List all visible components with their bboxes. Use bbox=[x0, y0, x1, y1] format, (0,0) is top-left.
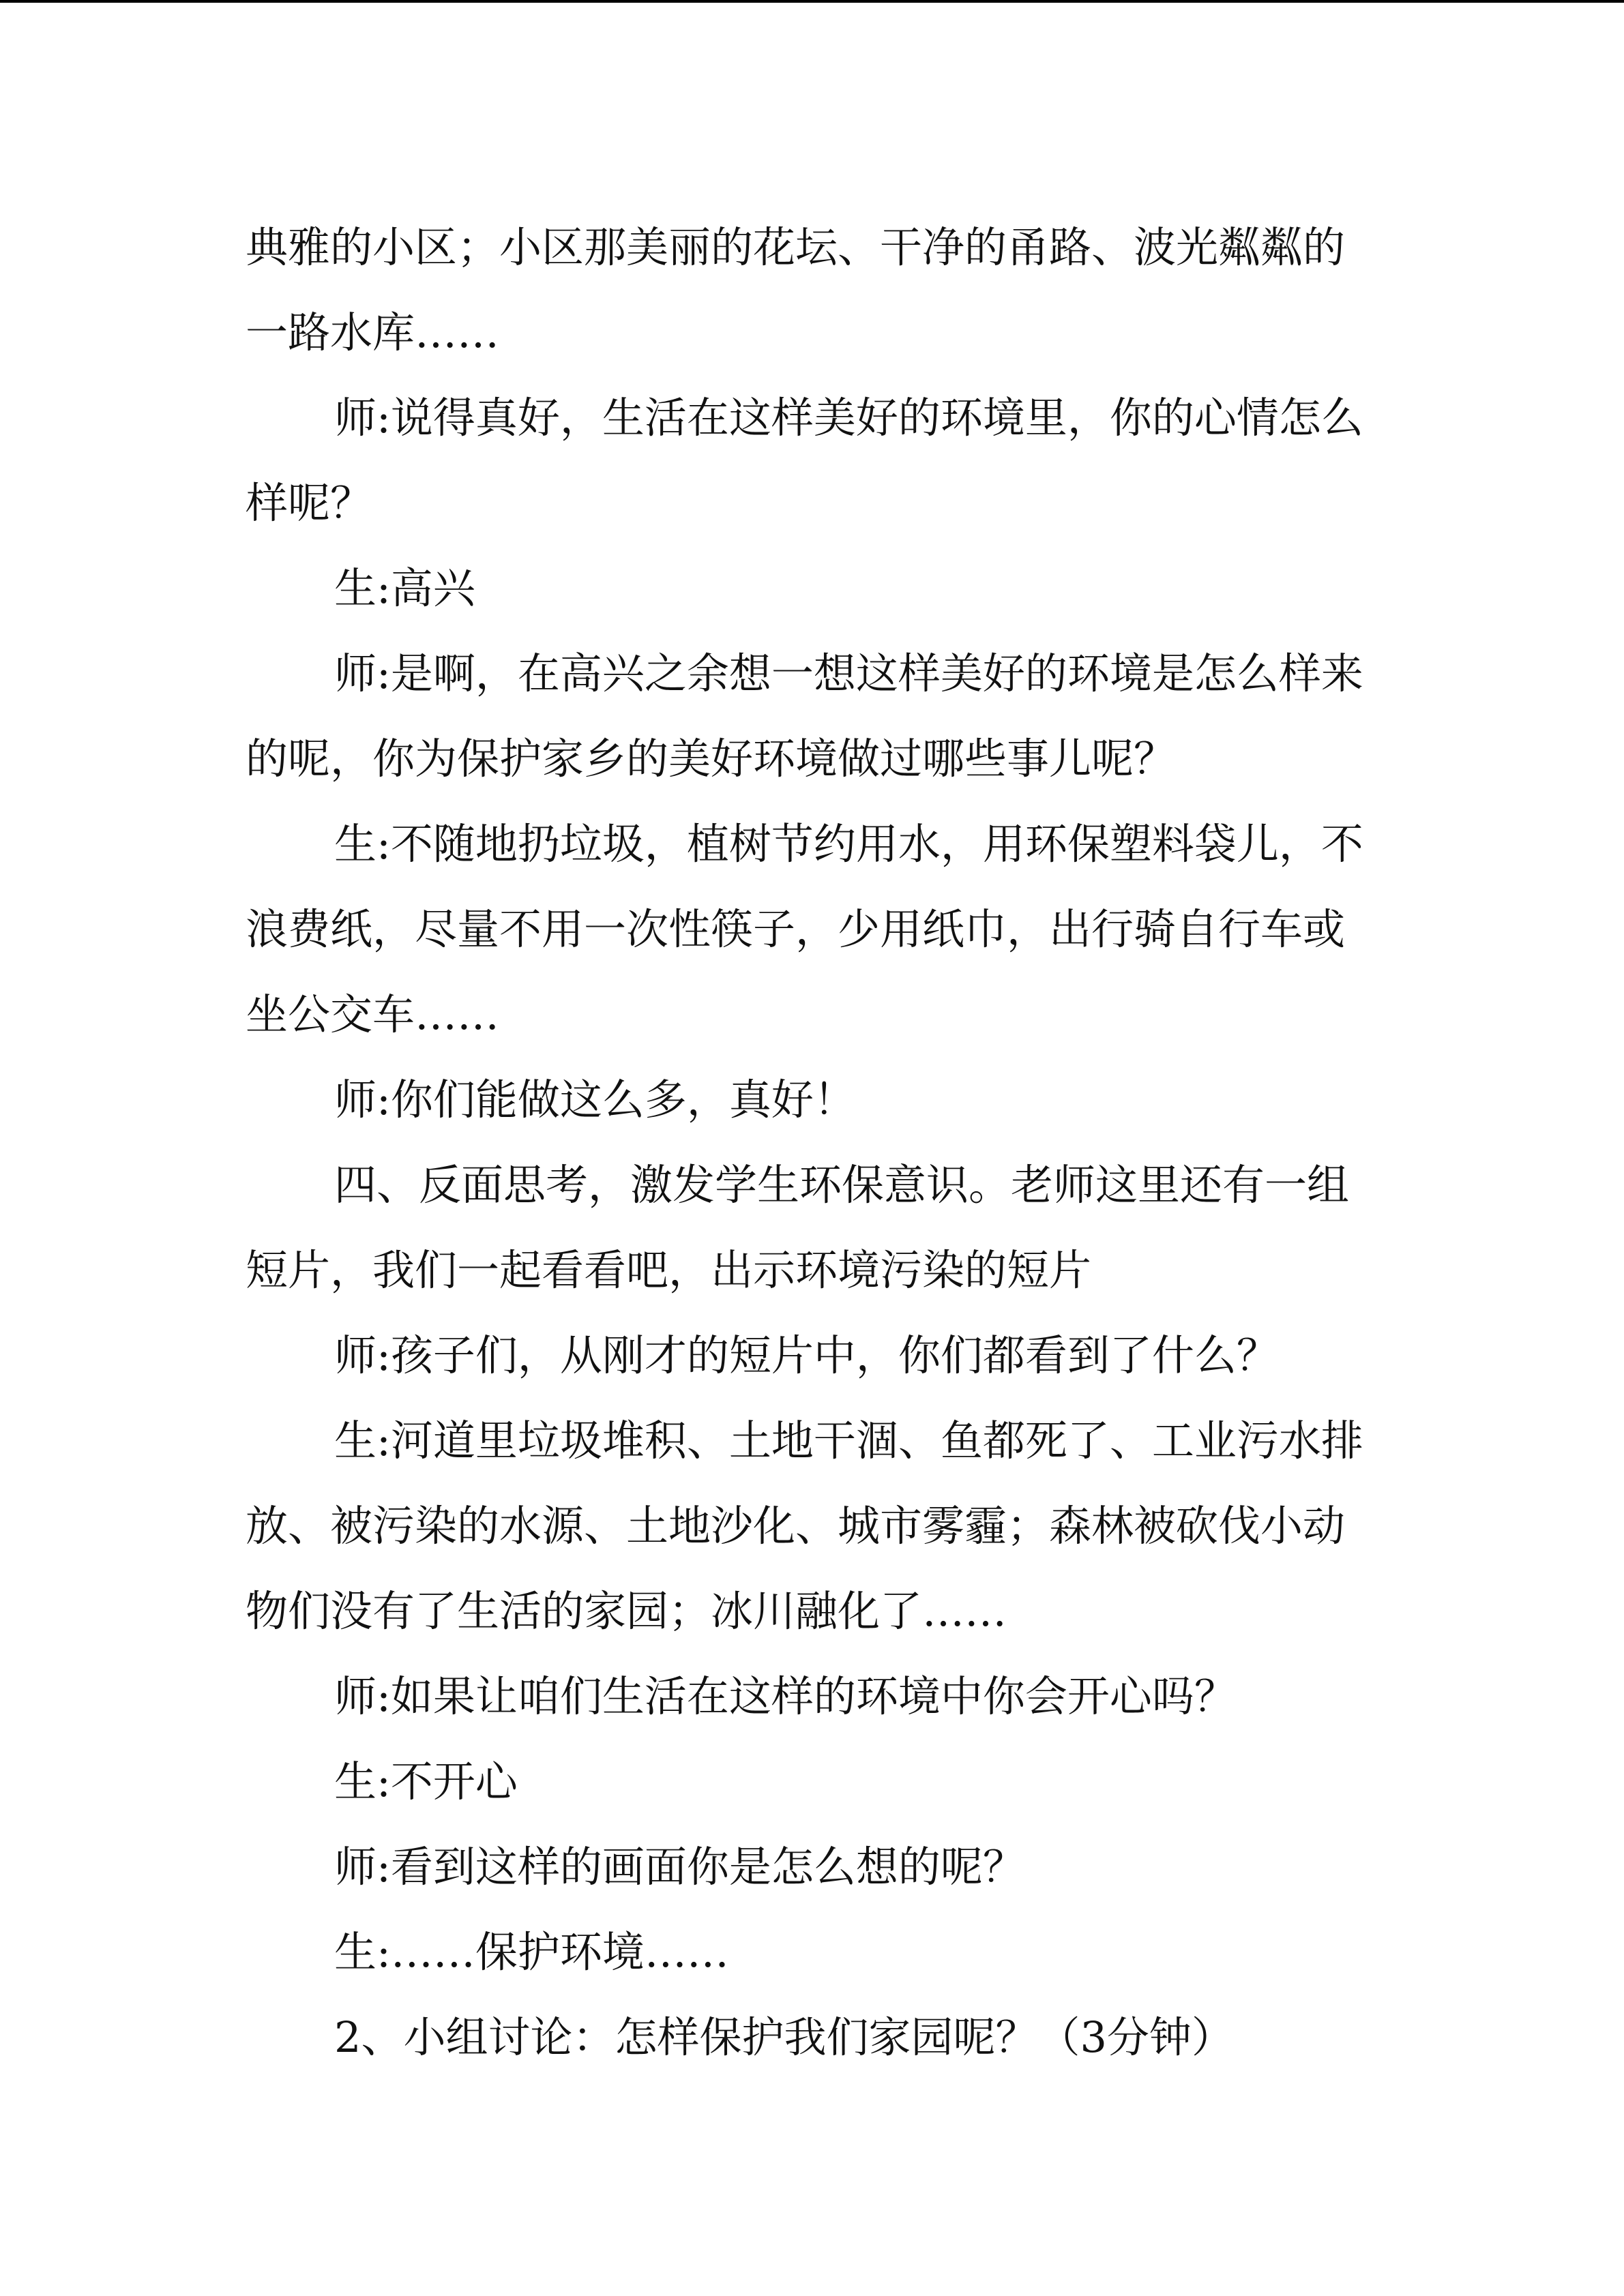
document-body bbox=[246, 205, 1364, 2080]
paragraph-5: 生:不随地扔垃圾，植树节约用水，用环保塑料袋儿，不浪费纸，尽量不用一次性筷子，少用纸巾，出行骑自行车或坐公交车…… bbox=[246, 819, 1363, 1039]
paragraph-7: 四、反面思考，激发学生环保意识。老师这里还有一组短片，我们一起看看吧，出示环境污染的短片 bbox=[246, 1160, 1350, 1295]
paragraph-11: 生:不开心 bbox=[334, 1757, 518, 1806]
paragraph-8: 师:孩子们，从刚才的短片中，你们都看到了什么？ bbox=[334, 1330, 1279, 1380]
top-border-line bbox=[0, 0, 1624, 3]
paragraph-3: 生:高兴 bbox=[334, 563, 475, 613]
paragraph-10: 师:如果让咱们生活在这样的环境中你会开心吗？ bbox=[334, 1671, 1237, 1721]
paragraph-12: 师:看到这样的画面你是怎么想的呢？ bbox=[334, 1842, 1025, 1892]
paragraph-6: 师:你们能做这么多，真好！ bbox=[334, 1075, 856, 1124]
paragraph-14: 2、小组讨论：怎样保护我们家园呢？（3分钟） bbox=[334, 2012, 1234, 2062]
paragraph-9: 生:河道里垃圾堆积、土地干涸、鱼都死了、工业污水排放、被污染的水源、土地沙化、城市雾霾；森林被砍伐小动物们没有了生活的家园；冰川融化了…… bbox=[246, 1416, 1363, 1636]
paragraph-13: 生:……保护环境…… bbox=[334, 1927, 729, 1977]
paragraph-2: 师:说得真好，生活在这样美好的环境里，你的心情怎么样呢？ bbox=[246, 393, 1363, 528]
paragraph-1: 典雅的小区；小区那美丽的花坛、干净的甬路、波光粼粼的一路水库…… bbox=[246, 222, 1346, 357]
paragraph-4: 师:是啊，在高兴之余想一想这样美好的环境是怎么样来的呢，你为保护家乡的美好环境做过哪些事儿呢？ bbox=[246, 648, 1363, 784]
